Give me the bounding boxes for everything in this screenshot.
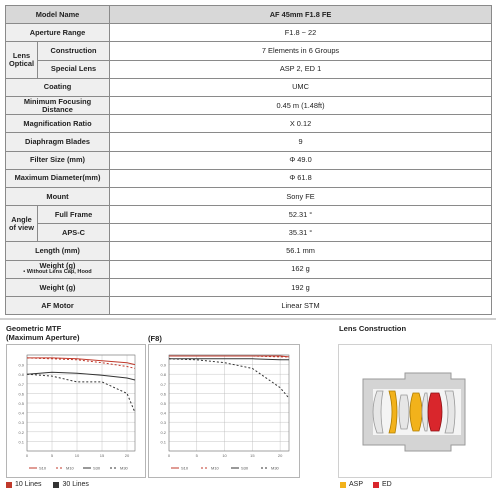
y-tick-label: 0.2 xyxy=(160,429,166,435)
legend-swatch-10-lines xyxy=(6,482,12,488)
spec-row-aperture xyxy=(6,24,492,42)
spec-label: Weight (g) xyxy=(6,278,110,296)
spec-label: Construction xyxy=(38,42,110,60)
spec-row-mount xyxy=(6,187,492,205)
lens-construction-panel xyxy=(338,344,492,478)
y-tick-label: 0.6 xyxy=(160,391,166,397)
spec-row-apsc xyxy=(6,224,492,242)
spec-label: Minimum Focusing Distance xyxy=(6,96,110,114)
y-tick-label: 0.7 xyxy=(160,381,166,387)
spec-row-diaphragm xyxy=(6,133,492,151)
legend-label: S10 xyxy=(39,465,47,471)
spec-label: Maximum Diameter(mm) xyxy=(6,169,110,187)
y-tick-label: 0.4 xyxy=(18,410,24,416)
y-tick-label: 0.9 xyxy=(18,362,24,368)
lens-element-ed xyxy=(428,393,442,431)
mtf-chart-svg xyxy=(7,345,145,477)
spec-label: Length (mm) xyxy=(6,242,110,260)
spec-label: Filter Size (mm) xyxy=(6,151,110,169)
spec-row-af-motor xyxy=(6,297,492,315)
y-tick-label: 0.5 xyxy=(18,401,24,406)
spec-row-model xyxy=(6,6,492,24)
spec-row-construction xyxy=(6,42,492,60)
y-tick-label: 0.2 xyxy=(18,429,24,435)
legend-asp: ASP xyxy=(349,481,364,488)
spec-value: Φ 49.0 xyxy=(110,151,492,169)
spec-label: Weight (g) xyxy=(39,261,76,271)
mtf-f8-label: (F8) xyxy=(148,334,162,343)
spec-label: APS-C xyxy=(38,224,110,242)
spec-label: AF Motor xyxy=(6,297,110,315)
spec-value: ASP 2, ED 1 xyxy=(110,60,492,78)
lens-construction-title: Lens Construction xyxy=(339,324,407,333)
mtf-title-line1: Geometric MTF xyxy=(6,324,62,333)
spec-row-filter xyxy=(6,151,492,169)
y-tick-label: 0.6 xyxy=(18,391,24,397)
spec-row-special-lens xyxy=(6,60,492,78)
x-tick-label: 5 xyxy=(50,453,54,458)
spec-row-coating xyxy=(6,78,492,96)
spec-label: Magnification Ratio xyxy=(6,115,110,133)
spec-label: Diaphragm Blades xyxy=(6,133,110,151)
y-tick-label: 0.1 xyxy=(18,439,24,445)
legend-label: M30 xyxy=(120,465,128,471)
spec-value: 9 xyxy=(110,133,492,151)
legend-ed: ED xyxy=(382,481,392,488)
y-tick-label: 0.7 xyxy=(18,381,24,387)
x-tick-label: 20 xyxy=(124,453,130,458)
spec-label: Mount xyxy=(6,187,110,205)
spec-group-lens-optical: Lens Optical xyxy=(6,42,38,78)
spec-label: Full Frame xyxy=(38,206,110,224)
spec-row-max-diameter xyxy=(6,169,492,187)
lens-element-asp-2 xyxy=(410,393,422,431)
legend-swatch-30-lines xyxy=(53,482,59,488)
spec-value: X 0.12 xyxy=(110,115,492,133)
section-divider xyxy=(0,318,496,320)
spec-group-angle-of-view: Angle of view xyxy=(6,206,38,242)
y-tick-label: 0.3 xyxy=(18,420,24,426)
spec-value: UMC xyxy=(110,78,492,96)
legend-swatch-asp xyxy=(340,482,346,488)
mtf-title xyxy=(6,324,80,342)
x-tick-label: 15 xyxy=(250,453,255,458)
y-tick-label: 0.4 xyxy=(160,410,166,416)
spec-value: Sony FE xyxy=(110,187,492,205)
x-tick-label: 10 xyxy=(74,453,80,458)
x-tick-label: 0 xyxy=(167,453,171,458)
y-tick-label: 0.8 xyxy=(160,372,166,378)
legend-label: M10 xyxy=(211,465,219,471)
spec-label: Coating xyxy=(6,78,110,96)
spec-value: 56.1 mm xyxy=(110,242,492,260)
y-tick-label: 0.1 xyxy=(160,439,166,445)
x-tick-label: 10 xyxy=(222,453,227,458)
mtf-legend xyxy=(6,481,89,488)
mtf-chart-max-aperture xyxy=(6,344,146,478)
lens-legend xyxy=(340,481,392,488)
y-tick-label: 0.8 xyxy=(18,372,24,378)
mtf-chart-svg xyxy=(149,345,299,477)
spec-value: 0.45 m (1.48ft) xyxy=(110,96,492,114)
legend-label: S10 xyxy=(181,465,189,471)
lens-element-3 xyxy=(399,395,409,429)
legend-30-lines: 30 Lines xyxy=(62,481,89,488)
legend-swatch-ed xyxy=(373,482,379,488)
spec-value: F1.8 ~ 22 xyxy=(110,24,492,42)
spec-value: 35.31 ° xyxy=(110,224,492,242)
mtf-chart-f8 xyxy=(148,344,300,478)
legend-label: M10 xyxy=(66,465,74,471)
spec-value: Φ 61.8 xyxy=(110,169,492,187)
lens-diagram xyxy=(339,345,491,477)
spec-value: 192 g xyxy=(110,278,492,296)
spec-value: AF 45mm F1.8 FE xyxy=(110,6,492,24)
series-line-s30 xyxy=(27,372,135,380)
x-tick-label: 15 xyxy=(99,453,105,458)
x-tick-label: 20 xyxy=(277,453,283,458)
spec-label: Model Name xyxy=(6,6,110,24)
spec-row-weight xyxy=(6,278,492,296)
y-tick-label: 0.5 xyxy=(160,401,166,406)
mtf-title-line2: (Maximum Aperture) xyxy=(6,333,80,342)
legend-10-lines: 10 Lines xyxy=(15,481,42,488)
legend-label: S30 xyxy=(241,465,249,471)
spec-label: Aperture Range xyxy=(6,24,110,42)
spec-row-length xyxy=(6,242,492,260)
spec-value: Linear STM xyxy=(110,297,492,315)
x-tick-label: 5 xyxy=(195,453,198,458)
spec-table xyxy=(5,5,492,315)
spec-note: • Without Lens Cap, Hood xyxy=(23,269,92,276)
spec-label: Special Lens xyxy=(38,60,110,78)
spec-value: 162 g xyxy=(110,260,492,278)
spec-row-magnification xyxy=(6,115,492,133)
spec-label-weight-no-cap xyxy=(6,260,110,278)
y-tick-label: 0.3 xyxy=(160,420,166,426)
legend-label: M30 xyxy=(271,465,279,471)
spec-row-min-focus xyxy=(6,96,492,114)
legend-label: S30 xyxy=(93,465,101,471)
spec-value: 7 Elements in 6 Groups xyxy=(110,42,492,60)
spec-row-full-frame xyxy=(6,206,492,224)
spec-value: 52.31 ° xyxy=(110,206,492,224)
x-tick-label: 0 xyxy=(25,453,29,458)
y-tick-label: 0.9 xyxy=(160,362,166,368)
spec-row-weight-no-cap xyxy=(6,260,492,278)
